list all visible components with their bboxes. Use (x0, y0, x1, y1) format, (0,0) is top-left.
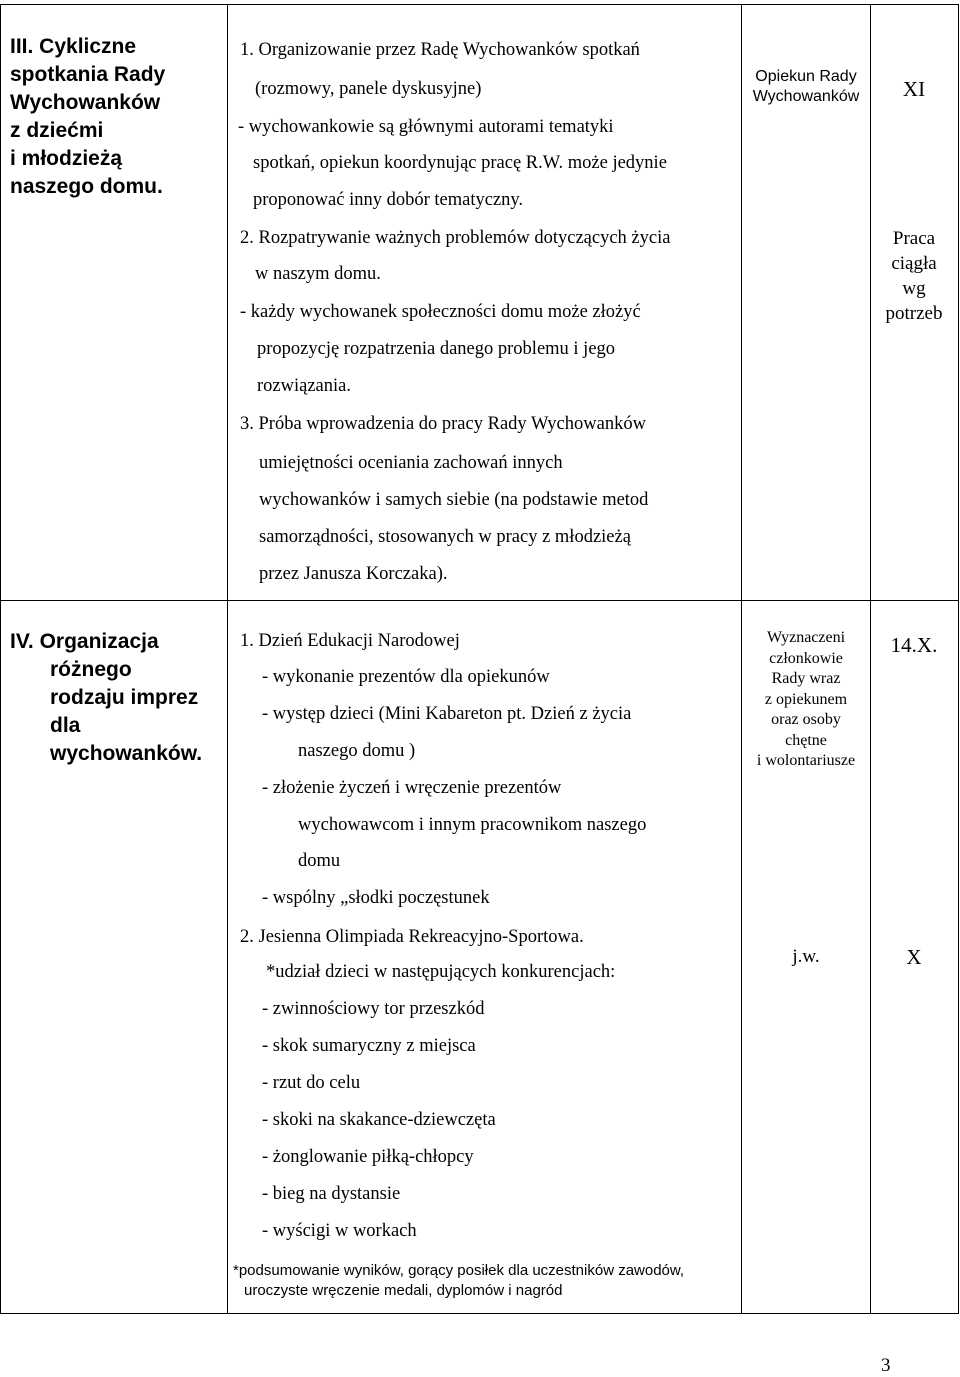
table-border-top (0, 4, 958, 5)
table-border-bottom (0, 1313, 958, 1314)
list-item: - złożenie życzeń i wręczenie prezentów (262, 778, 562, 798)
list-item: domu (298, 851, 341, 871)
section-3-title: III. Cykliczne spotkania Rady Wychowanków z dziećmi i młodzieżą naszego domu. (10, 35, 166, 198)
item-line: (rozmowy, panele dyskusyjne) (255, 79, 482, 99)
summary-line: *podsumowanie wyników, gorący posiłek dla uczestników zawodów, (233, 1262, 685, 1279)
col-divider-3 (870, 4, 871, 1314)
item-line: samorządności, stosowanych w pracy z młodzieżą (259, 527, 631, 547)
section-3-date-1: XI (902, 77, 926, 101)
item-line: umiejętności oceniania zachowań innych (259, 453, 563, 473)
item-line: przez Janusza Korczaka). (259, 564, 448, 584)
event-1-heading: 1. Dzień Edukacji Narodowej (240, 631, 460, 651)
event-1-responsible: Wyznaczeni członkowie Rady wraz z opiekunem oraz osoby chętne i wolontariusze (756, 629, 856, 769)
summary-line: uroczyste wręczenie medali, dyplomów i nagród (244, 1282, 563, 1299)
list-item: - wykonanie prezentów dla opiekunów (262, 667, 550, 687)
event-2-intro: *udział dzieci w następujących konkurencjach: (266, 962, 616, 982)
item-line: wychowanków i samych siebie (na podstawie metod (259, 490, 649, 510)
list-item: - rzut do celu (262, 1073, 361, 1093)
item-line: - każdy wychowanek społeczności domu może złożyć (240, 302, 641, 322)
section-4-title: IV. Organizacja różnego rodzaju imprez dla wychowanków. (10, 630, 203, 765)
row-divider (0, 600, 958, 601)
item-line: 2. Rozpatrywanie ważnych problemów dotyczących życia (240, 228, 671, 248)
item-line: 3. Próba wprowadzenia do pracy Rady Wychowanków (240, 414, 646, 434)
col-divider-2 (741, 4, 742, 1314)
event-2-date: X (906, 945, 922, 969)
item-line: - wychowankowie są głównymi autorami tematyki (238, 117, 614, 137)
list-item: wychowawcom i innym pracownikom naszego (298, 815, 647, 835)
item-line: spotkań, opiekun koordynując pracę R.W. może jedynie (253, 153, 667, 173)
section-3-responsible-1: Opiekun Rady Wychowanków (752, 68, 860, 105)
col-border-right (958, 4, 959, 1314)
list-item: - żonglowanie piłką-chłopcy (262, 1147, 474, 1167)
list-item: - występ dzieci (Mini Kabareton pt. Dzień z życia (262, 704, 632, 724)
list-item: - bieg na dystansie (262, 1184, 401, 1204)
item-line: rozwiązania. (257, 376, 351, 396)
list-item: naszego domu ) (298, 741, 416, 761)
list-item: - skoki na skakance-dziewczęta (262, 1110, 496, 1130)
item-line: 1. Organizowanie przez Radę Wychowanków spotkań (240, 40, 640, 60)
item-line: proponować inny dobór tematyczny. (253, 190, 524, 210)
section-3-date-2: Praca ciągła wg potrzeb (885, 228, 943, 324)
list-item: - wspólny „słodki poczęstunek (262, 888, 490, 908)
col-border-left (0, 4, 1, 1314)
event-2-responsible: j.w. (792, 946, 820, 967)
list-item: - zwinnościowy tor przeszkód (262, 999, 485, 1019)
list-item: - skok sumaryczny z miejsca (262, 1036, 476, 1056)
list-item: - wyścigi w workach (262, 1221, 417, 1241)
col-divider-1 (227, 4, 228, 1314)
page-number: 3 (881, 1355, 891, 1376)
event-1-date: 14.X. (890, 633, 938, 657)
item-line: w naszym domu. (255, 264, 381, 284)
event-2-heading: 2. Jesienna Olimpiada Rekreacyjno-Sportowa. (240, 927, 584, 947)
item-line: propozycję rozpatrzenia danego problemu i jego (257, 339, 616, 359)
